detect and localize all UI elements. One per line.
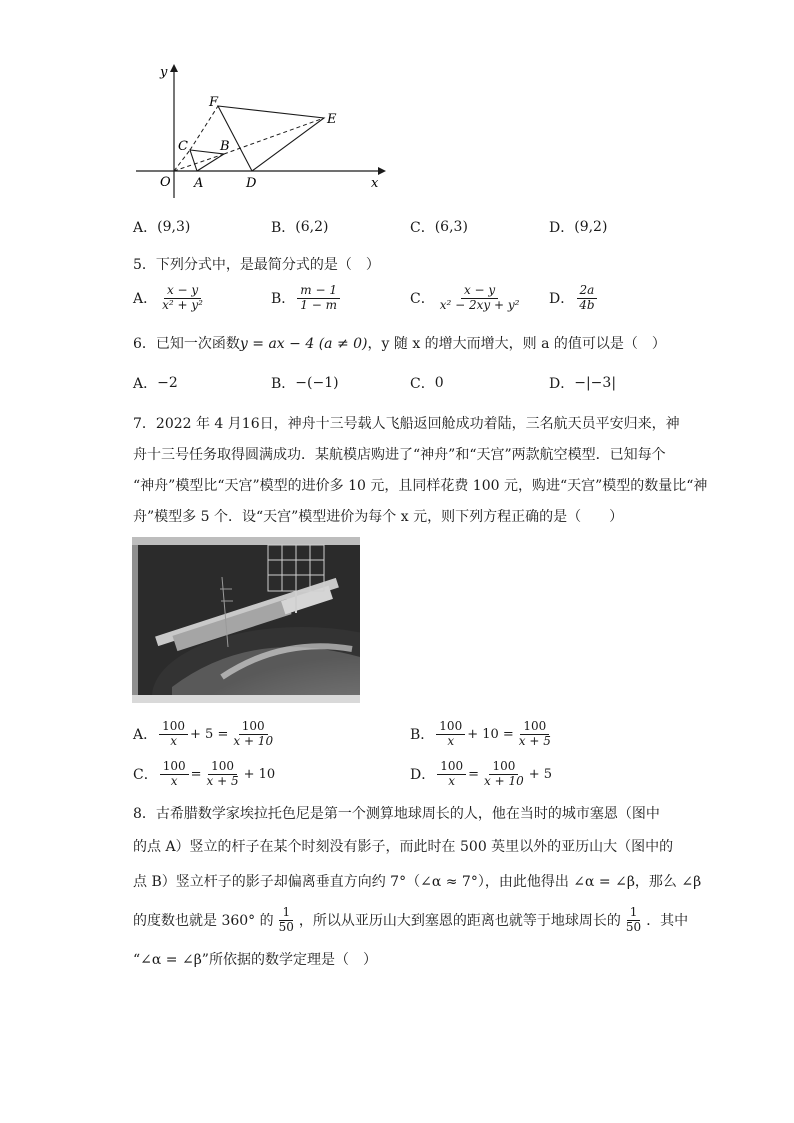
triangle-abc: [190, 150, 224, 171]
q6-option-text: −2: [157, 375, 178, 391]
q7-operator: =: [190, 766, 202, 782]
q6-option-b[interactable]: [271, 373, 339, 393]
q7-operator: + 5 =: [190, 726, 229, 742]
q4-option-letter: B．: [271, 220, 296, 236]
q5-option-letter: C．: [410, 291, 435, 308]
q7-fraction-left: [437, 760, 466, 789]
q6-option-text: −(−1): [295, 375, 339, 391]
q8-fraction-2: [623, 906, 644, 935]
q7-line-3: “神舟”模型比“天宫”模型的进价多 10 元，且同样花费 100 元，购进“天宫”模型的数量比“神: [133, 478, 708, 494]
q7-tail: + 5: [528, 766, 553, 782]
q5-option-letter: D．: [549, 291, 575, 308]
q8-line-4-start: 的度数也就是 360° 的: [133, 913, 274, 930]
q4-option-letter: A．: [133, 220, 158, 236]
label-b: B: [220, 139, 230, 154]
q4-option-letter: C．: [410, 220, 435, 236]
q7-fraction-right: [230, 720, 276, 749]
q6-option-c[interactable]: [410, 373, 444, 393]
q4-option-letter: D．: [549, 220, 575, 236]
dashed-cf: [190, 106, 218, 150]
q4-option-text: (6,3): [434, 219, 468, 235]
label-e: E: [327, 112, 337, 127]
label-y: y: [160, 65, 168, 80]
q7-option-letter: B．: [410, 727, 435, 744]
label-d: D: [246, 176, 257, 191]
q5-fraction: [159, 284, 206, 313]
q6-option-text: −|−3|: [574, 375, 617, 391]
denominator: x² + y²: [162, 297, 203, 312]
label-f: F: [209, 95, 219, 110]
q8-line-2: 的点 A）竖立的杆子在某个时刻没有影子，而此时在 500 英里以外的亚历山大（图中的: [133, 839, 674, 855]
q7-option-a[interactable]: [133, 720, 278, 749]
q5-option-letter: B．: [271, 291, 296, 308]
label-c: C: [178, 139, 188, 154]
q5-fraction: [297, 284, 340, 313]
q7-tail: + 10: [243, 766, 276, 782]
q8-line-1: 8．古希腊数学家埃拉托色尼是第一个测算地球周长的人，他在当时的城市塞恩（图中: [133, 806, 660, 822]
numerator: 100: [436, 720, 465, 735]
q7-fraction-right: [204, 760, 242, 789]
q7-option-letter: C．: [133, 767, 158, 784]
q7-fraction-left: [160, 760, 189, 789]
numerator: x − y: [461, 284, 498, 299]
denominator: x² − 2xy + y²: [439, 297, 520, 312]
q6-option-d[interactable]: [549, 373, 616, 393]
q7-operator: =: [468, 766, 480, 782]
q6-option-a[interactable]: [133, 373, 178, 393]
q4-option-text: (6,2): [295, 219, 329, 235]
triangle-dfe: [218, 106, 324, 171]
denominator: x + 5: [206, 773, 239, 788]
q6-option-letter: D．: [549, 376, 575, 392]
numerator: 100: [159, 720, 188, 735]
q5-option-a[interactable]: [133, 284, 208, 313]
q8-line-4-end: ．其中: [646, 913, 689, 930]
denominator: 1 − m: [300, 297, 337, 312]
numerator: 100: [437, 760, 466, 775]
numerator: 100: [160, 760, 189, 775]
q4-option-text: (9,2): [574, 219, 608, 235]
denominator: x + 10: [233, 733, 274, 748]
denominator: x: [170, 733, 177, 748]
q4-option-d[interactable]: [549, 217, 607, 237]
q8-line-4-middle: ，所以从亚历山大到塞恩的距离也就等于地球周长的: [298, 913, 621, 930]
q6-option-letter: B．: [271, 376, 296, 392]
denominator: x + 10: [484, 773, 524, 788]
q4-option-text: (9,3): [157, 219, 191, 235]
q4-option-a[interactable]: [133, 217, 190, 237]
q7-line-1: 7．2022 年 4 月16日，神舟十三号载人飞船返回舱成功着陆，三名航天员平安归来，神: [133, 416, 680, 432]
denominator: x: [170, 773, 178, 788]
numerator: 1: [627, 906, 641, 921]
q7-option-letter: A．: [133, 727, 158, 744]
q8-line-4: [133, 906, 688, 935]
label-x: x: [371, 176, 379, 191]
q7-fraction-right: [516, 720, 554, 749]
denominator: 50: [278, 919, 294, 934]
q7-fraction-left: [159, 720, 188, 749]
denominator: x: [447, 733, 455, 748]
label-a: A: [194, 176, 204, 191]
q8-line-3: 点 B）竖立杆子的影子却偏离垂直方向约 7°（∠α ≈ 7°），由此他得出 ∠α = ∠β，那么 ∠β: [133, 874, 702, 890]
numerator: 100: [239, 720, 268, 735]
q6-option-letter: C．: [410, 376, 435, 392]
denominator: 50: [625, 919, 642, 934]
q7-line-2: 舟十三号任务取得圆满成功．某航模店购进了“神舟”和“天宫”两款航空模型．已知每个: [133, 447, 666, 463]
numerator: x − y: [164, 284, 201, 299]
q7-option-d[interactable]: [410, 760, 552, 789]
dashed-ob: [174, 154, 224, 171]
numerator: 100: [208, 760, 237, 775]
q4-option-c[interactable]: [410, 217, 468, 237]
q7-line-4: 舟”模型多 5 个．设“天宫”模型进价为每个 x 元，则下列方程正确的是（ ）: [133, 509, 624, 525]
q6-stem: [133, 333, 666, 353]
x-axis-arrow: [378, 167, 386, 175]
q8-fraction-1: [276, 906, 297, 935]
numerator: 1: [279, 906, 293, 921]
q5-fraction: [437, 284, 523, 313]
q5-option-letter: A．: [133, 291, 158, 308]
q5-option-c[interactable]: [410, 284, 524, 313]
q6-option-letter: A．: [133, 376, 158, 392]
q6-stem-end: ，y 随 x 的增大而增大，则 a 的值可以是（ ）: [367, 336, 666, 352]
q6-option-text: 0: [434, 375, 444, 391]
q5-stem: 5．下列分式中，是最简分式的是（ ）: [133, 257, 380, 273]
geometry-figure: [130, 60, 390, 200]
q7-option-b[interactable]: [410, 720, 556, 749]
space-station-photo: [132, 537, 360, 703]
denominator: 4b: [579, 297, 595, 312]
q7-operator: + 10 =: [467, 726, 514, 742]
numerator: 100: [520, 720, 549, 735]
q7-fraction-left: [436, 720, 465, 749]
numerator: 100: [489, 760, 518, 775]
numerator: m − 1: [297, 284, 340, 299]
q7-option-c[interactable]: [133, 760, 275, 789]
q6-formula: y = ax − 4 (a ≠ 0): [239, 336, 368, 352]
q5-option-b[interactable]: [271, 284, 342, 313]
q6-stem-start: 6．已知一次函数: [133, 336, 240, 352]
label-o: O: [160, 175, 171, 190]
q5-option-d[interactable]: [549, 284, 600, 313]
denominator: x: [448, 773, 456, 788]
q7-option-letter: D．: [410, 767, 436, 784]
q7-fraction-right: [481, 760, 527, 789]
q8-line-5: “∠α = ∠β”所依据的数学定理是（ ）: [133, 952, 377, 968]
q5-fraction: [576, 284, 597, 313]
q4-option-b[interactable]: [271, 217, 329, 237]
denominator: x + 5: [518, 733, 551, 748]
y-axis-arrow: [170, 64, 178, 72]
numerator: 2a: [577, 284, 598, 299]
dashed-be: [224, 118, 324, 154]
